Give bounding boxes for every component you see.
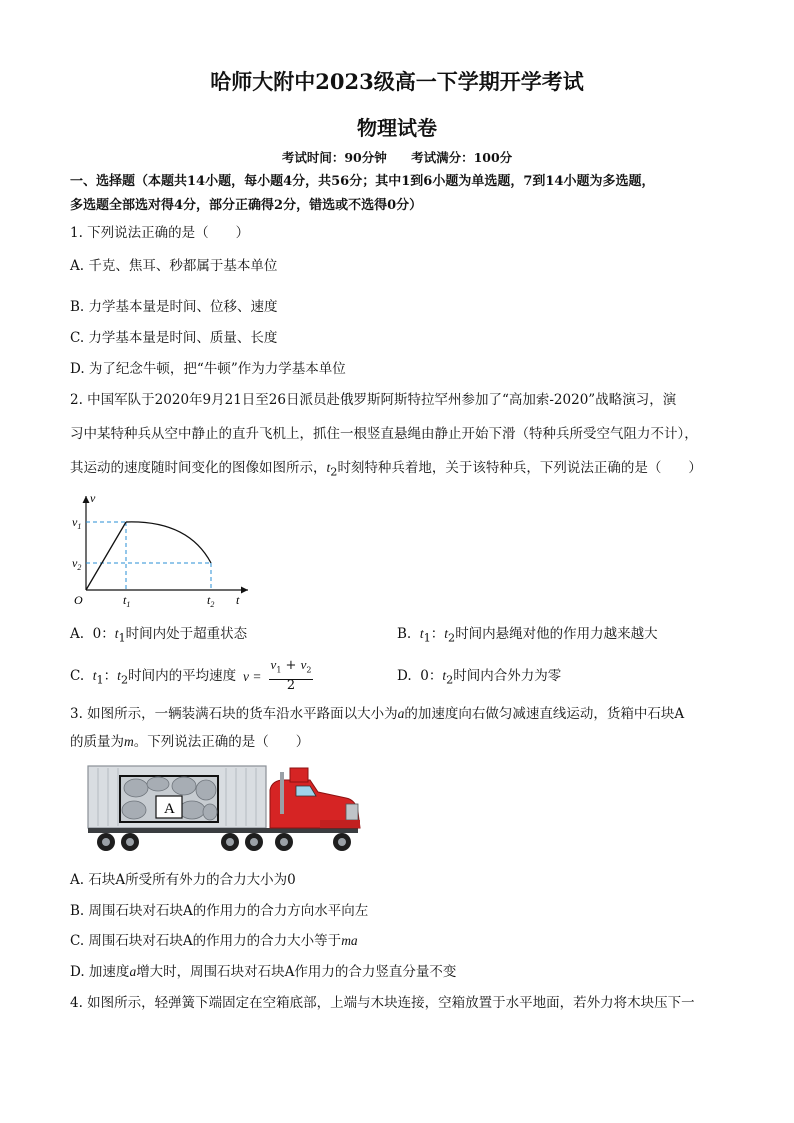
q1-option-a: A. 千克、焦耳、秒都属于基本单位 xyxy=(70,258,278,274)
graph-label-t1: $t_1$ xyxy=(123,593,131,609)
q1-option-b: B. 力学基本量是时间、位移、速度 xyxy=(70,299,278,315)
graph-label-v2: $v_2$ xyxy=(72,556,82,572)
q2-line3-b: 时刻特种兵着地，关于该特种兵，下列说法正确的是（ ） xyxy=(337,460,702,476)
q2-line3-a: 其运动的速度随时间变化的图像如图所示， xyxy=(70,460,327,476)
q2-line1: 2. 中国军队于2020年9月21日至26日派员赴俄罗斯阿斯特拉罕州参加了“高加索-2020”战略演习，演 xyxy=(70,392,677,408)
graph-label-v1: $v_1$ xyxy=(72,515,82,531)
graph-label-v: v xyxy=(90,491,96,505)
graph-label-origin: O xyxy=(74,593,83,607)
q3-line1: 3. 如图所示，一辆装满石块的货车沿水平路面以大小为a的加速度向右做匀减速直线运动，货箱中石块A xyxy=(70,706,685,722)
truck-chassis xyxy=(88,828,358,833)
q2-line3 xyxy=(70,458,702,483)
velocity-rise-line xyxy=(86,522,126,590)
q2-option-a: A. 0：$t_1$时间内处于超重状态 xyxy=(70,626,248,645)
exam-subtitle: 物理试卷 xyxy=(357,116,437,140)
q2-option-d: D. 0：$t_2$时间内合外力为零 xyxy=(397,668,562,687)
velocity-decay-curve xyxy=(126,522,211,563)
q3-option-c: C. 周围石块对石块A的作用力的合力大小等于ma xyxy=(70,933,358,949)
exam-time: 考试时间：90分钟 xyxy=(281,150,387,165)
stone-a-label: A xyxy=(164,801,175,817)
exam-title: 哈师大附中2023级高一下学期开学考试 xyxy=(210,69,584,94)
q2-vt-graph xyxy=(68,490,258,612)
truck-wheels xyxy=(97,833,351,851)
q3-option-b: B. 周围石块对石块A的作用力的合力方向水平向左 xyxy=(70,903,369,919)
section-heading-line2: 多选题全部选对得4分，部分正确得2分，错选或不选得0分） xyxy=(70,198,423,213)
exam-meta xyxy=(0,148,794,166)
q1-stem: 1. 下列说法正确的是（ ） xyxy=(70,225,250,241)
q4-line1: 4. 如图所示，轻弹簧下端固定在空箱底部，上端与木块连接，空箱放置于水平地面，若外力将木块压下一 xyxy=(70,995,695,1011)
q3-truck-illustration xyxy=(84,762,374,858)
q2-line2: 习中某特种兵从空中静止的直升飞机上，抓住一根竖直悬绳由静止开始下滑（特种兵所受空气阻力不计）， xyxy=(70,426,698,442)
q2-option-c: C. $t_1$：$t_2$时间内的平均速度 xyxy=(70,668,237,687)
q3-option-d: D. 加速度a增大时，周围石块对石块A作用力的合力竖直分量不变 xyxy=(70,964,457,980)
exam-score: 考试满分：100分 xyxy=(411,150,513,165)
graph-label-t: t xyxy=(236,593,240,607)
q2-line3-var: t xyxy=(326,460,331,475)
q3-line2: 的质量为m。下列说法正确的是（ ） xyxy=(70,734,310,750)
q2-line3-sub: 2 xyxy=(330,465,338,479)
q3-option-a: A. 石块A所受所有外力的合力大小为0 xyxy=(70,872,296,888)
section-heading-line1: 一、选择题（本题共14小题，每小题4分，共56分；其中1到6小题为单选题，7到14小题为多选题， xyxy=(70,174,655,189)
q2-option-b: B. $t_1$：$t_2$时间内悬绳对他的作用力越来越大 xyxy=(397,626,658,645)
q1-option-d: D. 为了纪念牛顿，把“牛顿”作为力学基本单位 xyxy=(70,361,346,377)
q1-option-c: C. 力学基本量是时间、质量、长度 xyxy=(70,330,278,346)
graph-label-t2: $t_2$ xyxy=(207,593,215,609)
